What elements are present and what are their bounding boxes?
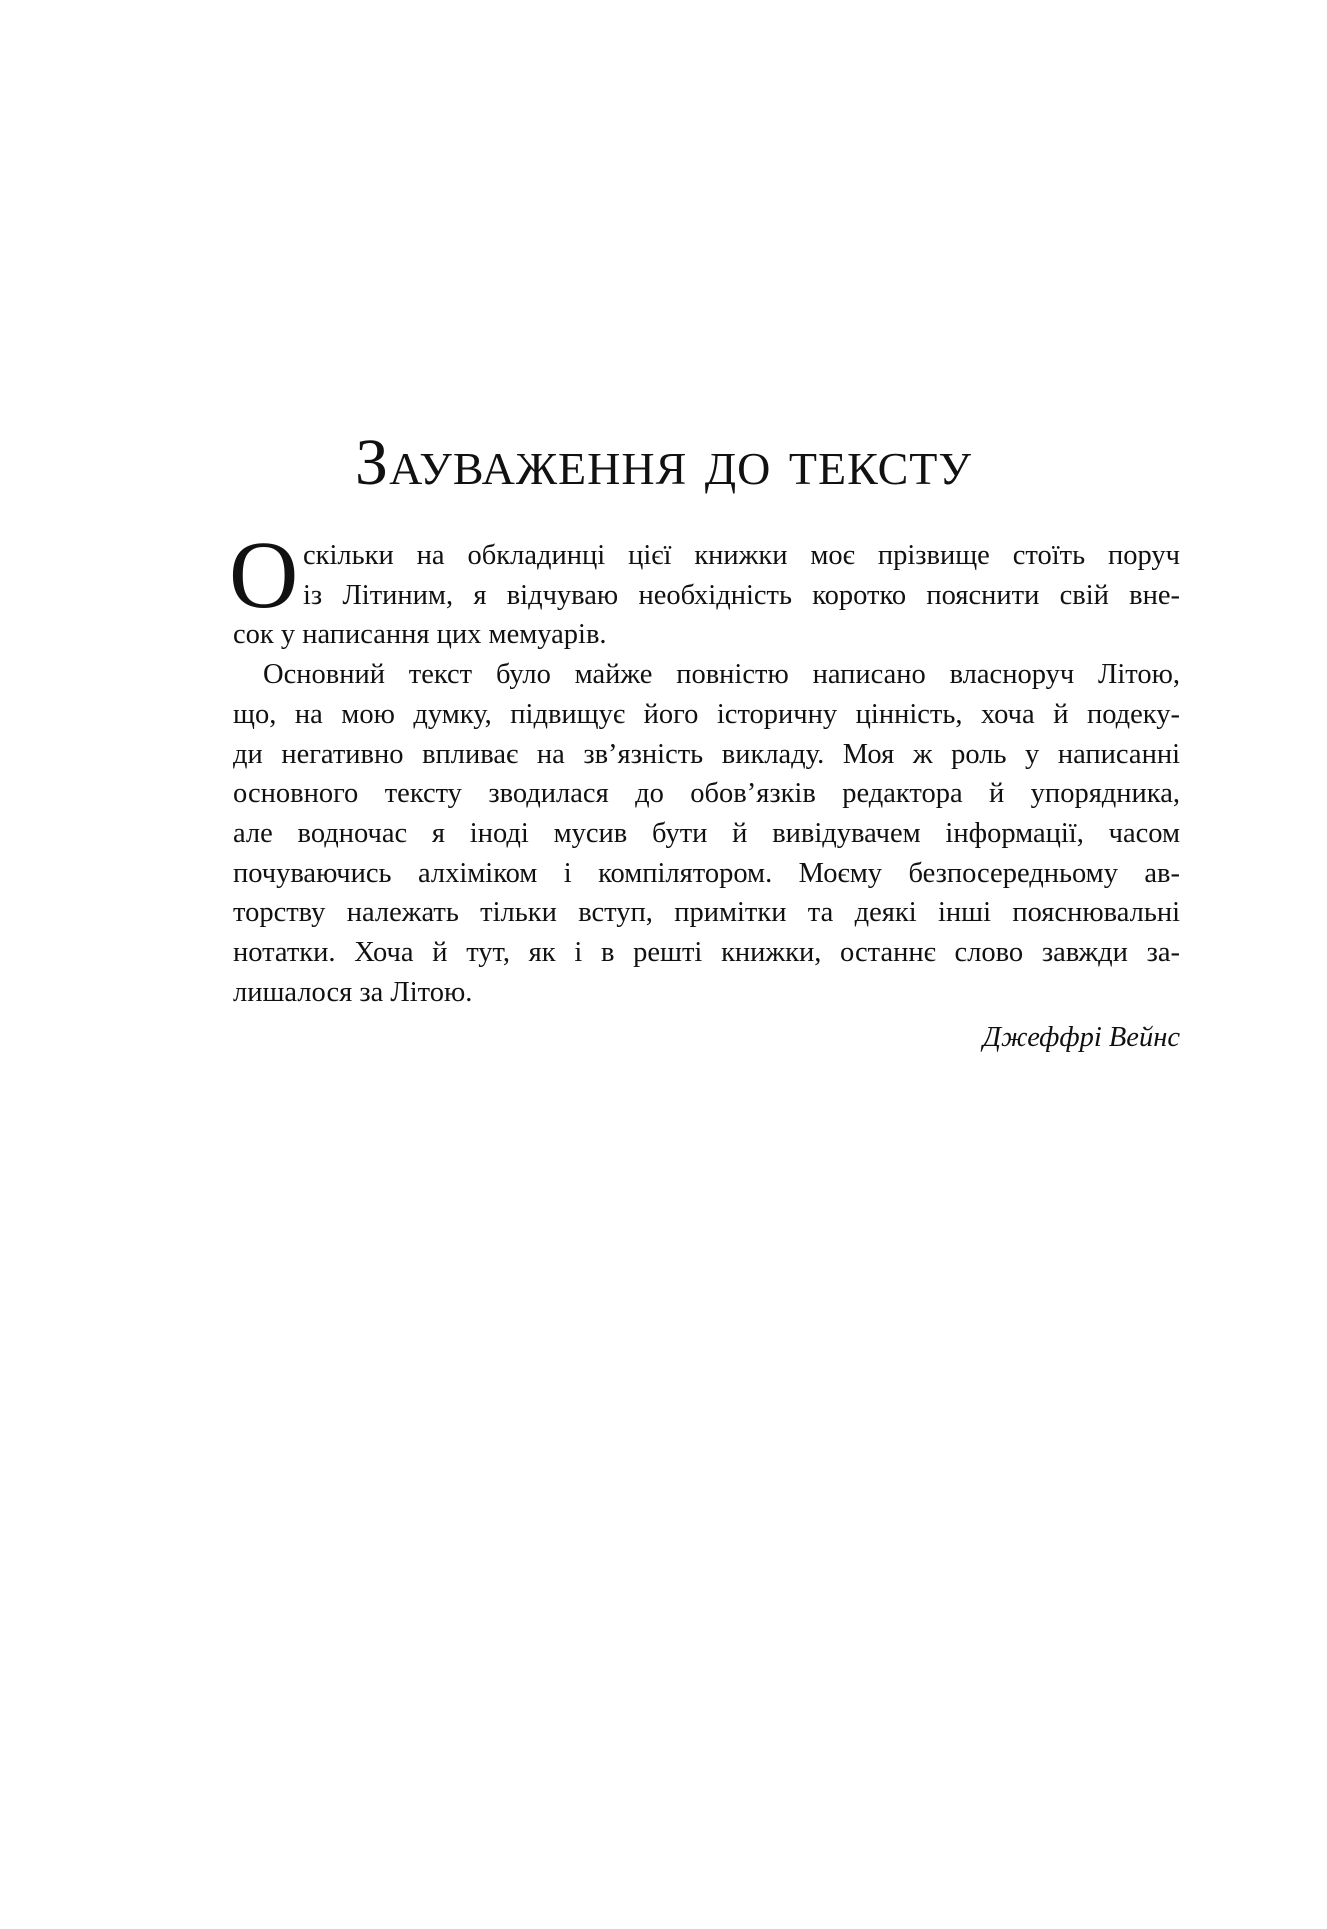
text-line: сок у написання цих мемуарів. [233,619,607,651]
text-line: але водночас я іноді мусив бути й вивідувачем інформації, часом [233,817,1180,849]
text-line: нотатки. Хоча й тут, як і в решті книжки, останнє слово завжди за- [233,937,1180,969]
text-line: торству належать тільки вступ, примітки та деякі інші пояснювальні [233,897,1180,929]
body-text [229,521,1180,1012]
text-line: Основний текст було майже повністю написано власноруч Літою, [263,659,1180,691]
text-line: почуваючись алхіміком і компілятором. Моєму безпосередньому ав- [233,857,1180,889]
text-line: із Літиним, я відчуваю необхідність коротко пояснити свій вне- [303,579,1180,611]
author-signature: Джеффрі Вейнс [982,1022,1180,1053]
text-line: ди негативно впливає на зв’язність викладу. Моя ж роль у написанні [233,738,1180,770]
paragraph-1 [229,521,1180,655]
text-line: скільки на обкладинці цієї книжки моє прізвище стоїть поруч [303,540,1180,571]
drop-cap: О [229,521,299,628]
text-line: лишалося за Літою. [233,976,473,1008]
text-line: що, на мою думку, підвищує його історичну цінність, хоча й подеку- [233,698,1180,730]
page-title: Зауваження до тексту [355,426,972,499]
text-line: основного тексту зводилася до обов’язків редактора й упорядника, [233,778,1180,810]
paragraph-2 [233,655,1180,1012]
